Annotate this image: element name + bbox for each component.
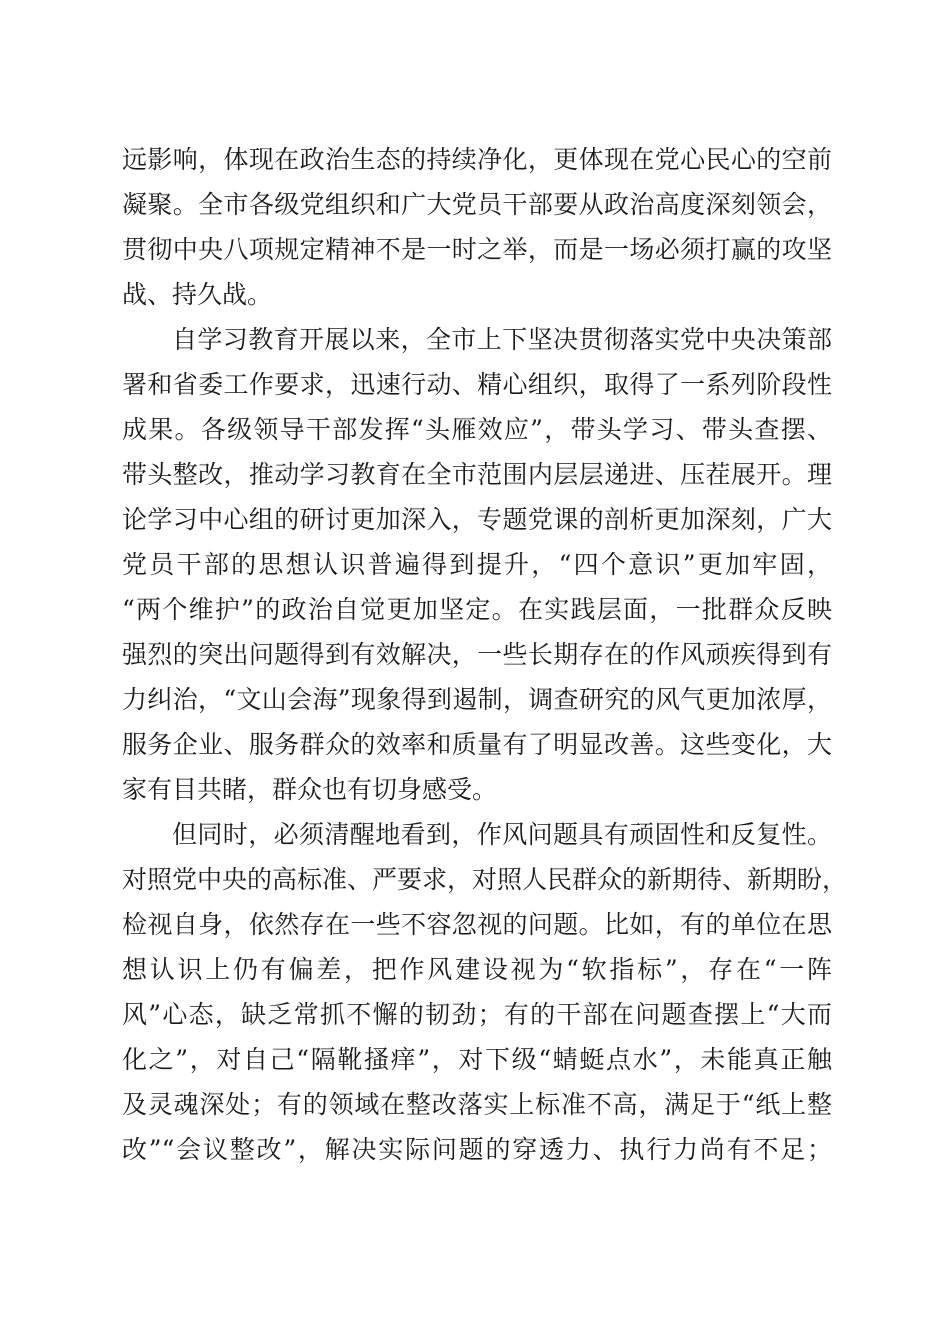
text-line: 远影响，体现在政治生态的持续净化，更体现在党心民心的空前 [122, 145, 832, 174]
text-line: 凝聚。全市各级党组织和广大党员干部要从政治高度深刻领会， [122, 190, 832, 219]
text-line: 带头整改，推动学习教育在全市范围内层层递进、压茬展开。理 [122, 460, 832, 489]
text-line: 化之”，对自己“隔靴搔痒”，对下级“蜻蜓点水”，未能真正触 [122, 1045, 832, 1074]
text-line: 自学习教育开展以来，全市上下坚决贯彻落实党中央决策部 [172, 325, 832, 354]
text-line: 检视自身，依然存在一些不容忽视的问题。比如，有的单位在思 [122, 910, 832, 939]
text-line: “两个维护”的政治自觉更加坚定。在实践层面，一批群众反映 [122, 595, 832, 624]
text-line: 及灵魂深处；有的领域在整改落实上标准不高，满足于“纸上整 [122, 1090, 832, 1119]
text-line: 强烈的突出问题得到有效解决，一些长期存在的作风顽疾得到有 [122, 640, 832, 669]
paragraph-3 [122, 812, 848, 1172]
text-line: 成果。各级领导干部发挥“头雁效应”，带头学习、带头查摆、 [122, 415, 832, 444]
text-line: 想认识上仍有偏差，把作风建设视为“软指标”，存在“一阵 [122, 955, 832, 984]
text-line: 党员干部的思想认识普遍得到提升，“四个意识”更加牢固， [122, 550, 832, 579]
paragraph-2 [122, 317, 832, 812]
text-line: 力纠治，“文山会海”现象得到遏制，调查研究的风气更加浓厚， [122, 685, 832, 714]
text-line: 家有目共睹，群众也有切身感受。 [122, 775, 498, 804]
text-line: 对照党中央的高标准、严要求，对照人民群众的新期待、新期盼， [122, 865, 848, 894]
text-line: 但同时，必须清醒地看到，作风问题具有顽固性和反复性。 [172, 820, 832, 849]
text-line: 战、持久战。 [122, 280, 273, 309]
paragraph-1 [122, 137, 832, 317]
text-line: 服务企业、服务群众的效率和质量有了明显改善。这些变化，大 [122, 730, 832, 759]
document-body [122, 137, 848, 1172]
text-line: 署和省委工作要求，迅速行动、精心组织，取得了一系列阶段性 [122, 370, 832, 399]
text-line: 改”“会议整改”，解决实际问题的穿透力、执行力尚有不足； [122, 1135, 832, 1164]
text-line: 风”心态，缺乏常抓不懈的韧劲；有的干部在问题查摆上“大而 [122, 1000, 832, 1029]
text-line: 贯彻中央八项规定精神不是一时之举，而是一场必须打赢的攻坚 [122, 235, 832, 264]
text-line: 论学习中心组的研讨更加深入，专题党课的剖析更加深刻，广大 [122, 505, 832, 534]
